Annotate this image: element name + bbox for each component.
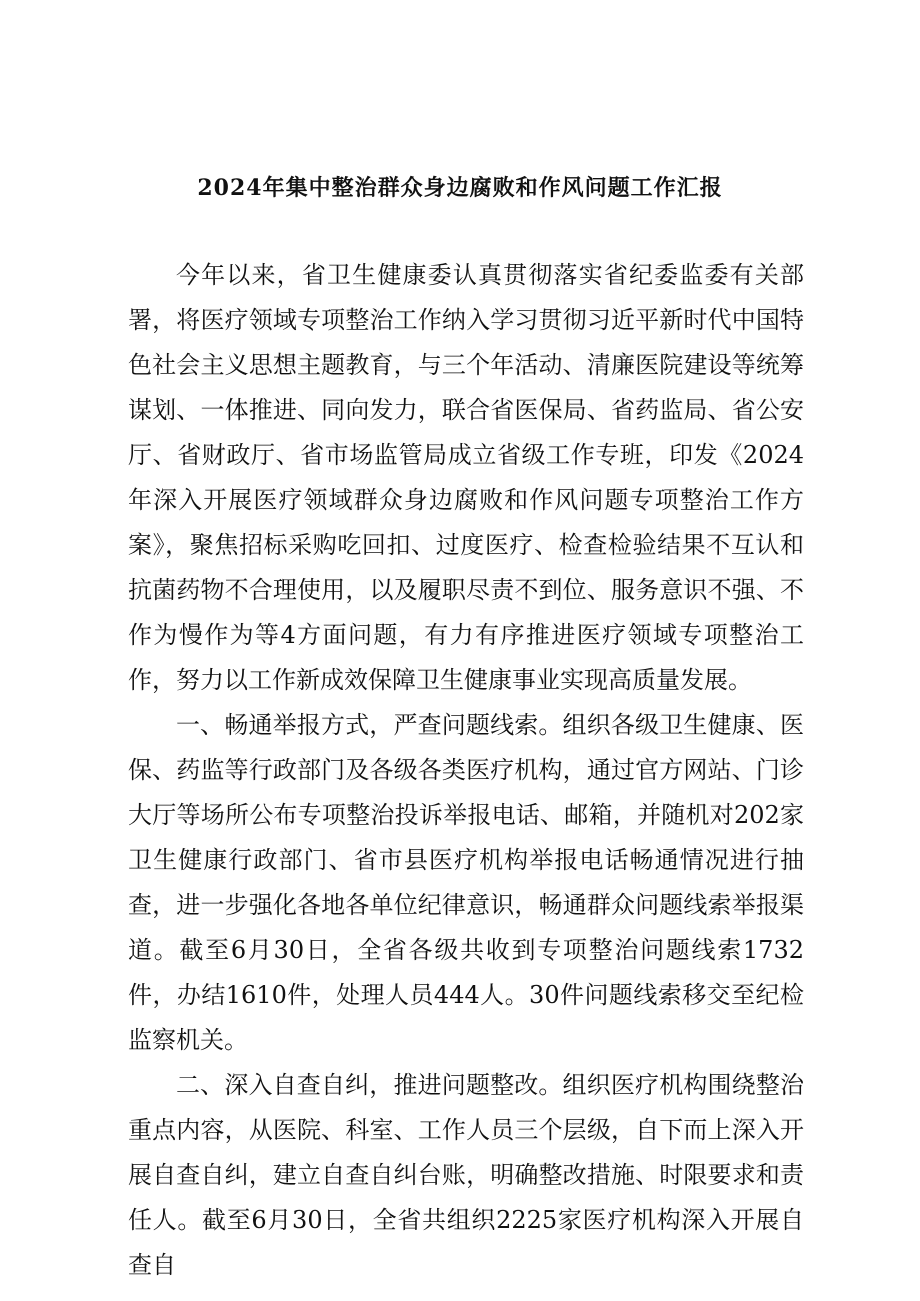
document-title: 2024年集中整治群众身边腐败和作风问题工作汇报 [197,175,723,201]
paragraph-section-2: 二、深入自查自纠，推进问题整改。组织医疗机构围绕整治重点内容，从医院、科室、工作人员三个层级，自下而上深入开展自查自纠，建立自查自纠台账，明确整改措施、时限要求和责任人。截至6月30日，全省共组织2225家医疗机构深入开展自查自 [128,1071,804,1279]
paragraph-intro: 今年以来，省卫生健康委认真贯彻落实省纪委监委有关部署，将医疗领域专项整治工作纳入学习贯彻习近平新时代中国特色社会主义思想主题教育，与三个年活动、清廉医院建设等统筹谋划、一体推进、同向发力，联合省医保局、省药监局、省公安厅、省财政厅、省市场监管局成立省级工作专班，印发《2024年深入开展医疗领域群众身边腐败和作风问题专项整治工作方案》，聚焦招标采购吃回扣、过度医疗、检查检验结果不互认和抗菌药物不合理使用，以及履职尽责不到位、服务意识不强、不作为慢作为等4方面问题，有力有序推进医疗领域专项整治工作，努力以工作新成效保障卫生健康事业实现高质量发展。 [128,261,804,694]
document-body [128,253,804,1288]
paragraph-section-1: 一、畅通举报方式，严查问题线索。组织各级卫生健康、医保、药监等行政部门及各级各类医疗机构，通过官方网站、门诊大厅等场所公布专项整治投诉举报电话、邮箱，并随机对202家卫生健康行政部门、省市县医疗机构举报电话畅通情况进行抽查，进一步强化各地各单位纪律意识，畅通群众问题线索举报渠道。截至6月30日，全省各级共收到专项整治问题线索1732件，办结1610件，处理人员444人。30件问题线索移交至纪检监察机关。 [128,711,804,1054]
